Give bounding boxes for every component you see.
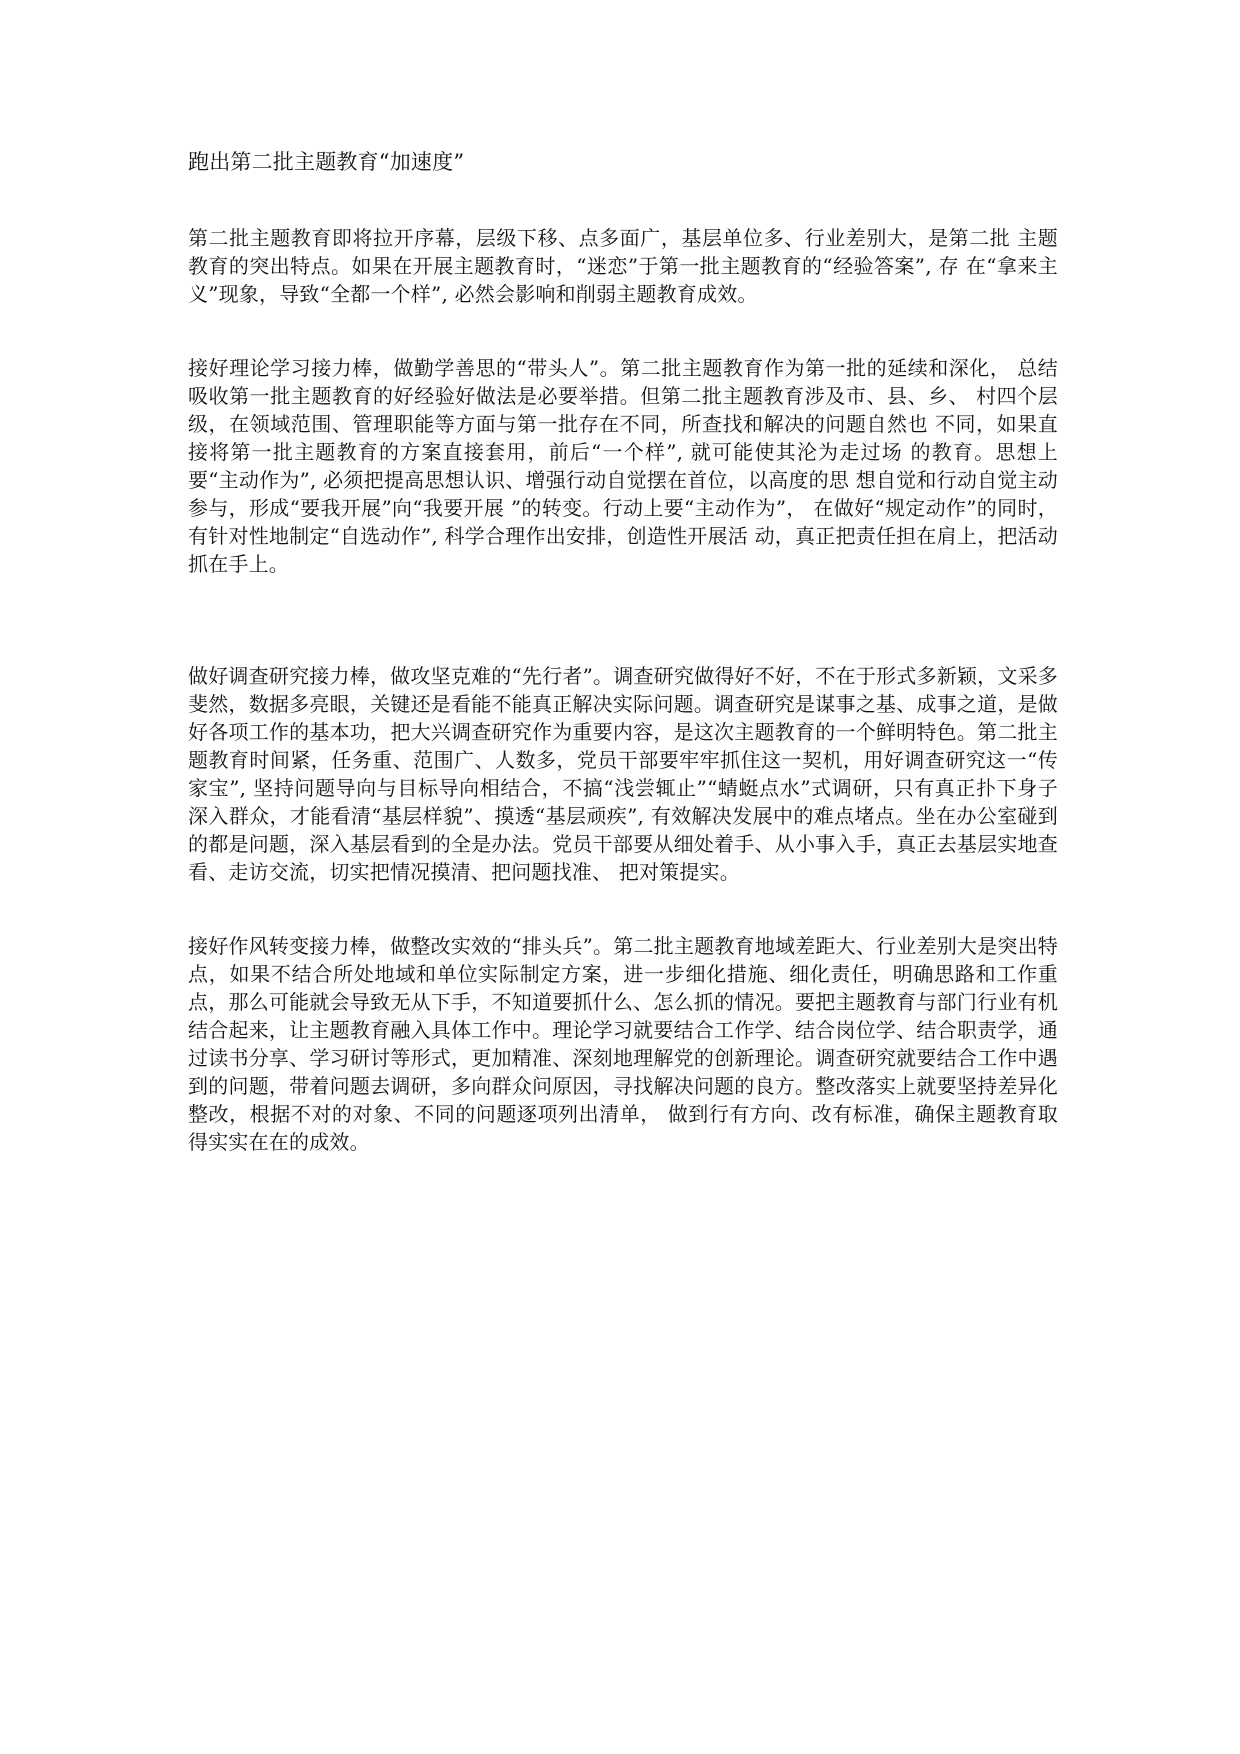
document-title: 跑出第二批主题教育“加速度” [188,150,465,174]
document-content [188,146,1058,1156]
paragraph-work-style: 接好作风转变接力棒，做整改实效的“排头兵”。第二批主题教育地域差距大、行业差别大是突出特点，如果不结合所处地域和单位实际制定方案，进一步细化措施、细化责任，明确思路和工作重点，那么可能就会导致无从下手，不知道要抓什么、怎么抓的情况。要把主题教育与部门行业有机结合起来，让主题教育融入具体工作中。理论学习就要结合工作学、结合岗位学、结合职责学，通过读书分享、学习研讨等形式，更加精准、深刻地理解党的创新理论。调查研究就要结合工作中遇到的问题，带着问题去调研，多向群众问原因，寻找解决问题的良方。整改落实上就要坚持差异化整改，根据不对的对象、不同的问题逐项列出清单， 做到行有方向、改有标准，确保主题教育取得实实在在的成效。 [188,934,1058,1154]
paragraph-intro: 第二批主题教育即将拉开序幕，层级下移、点多面广，基层单位多、行业差别大，是第二批 主题教育的突出特点。如果在开展主题教育时，“迷恋”于第一批主题教育的“经验答案”, 存 在“拿来主义”现象，导致“全都一个样”, 必然会影响和削弱主题教育成效。 [188,226,1058,306]
paragraph-theory-study: 接好理论学习接力棒，做勤学善思的“带头人”。第二批主题教育作为第一批的延续和深化， 总结吸收第一批主题教育的好经验好做法是必要举措。但第二批主题教育涉及市、县、乡、 村四个层级，在领域范围、管理职能等方面与第一批存在不同，所查找和解决的问题自然也 不同，如果直接将第一批主题教育的方案直接套用，前后“一个样”, 就可能使其沦为走过场 的教育。思想上要“主动作为”, 必须把提高思想认识、增强行动自觉摆在首位，以高度的思 想自觉和行动自觉主动参与，形成“要我开展”向“我要开展 ”的转变。行动上要“主动作为”， 在做好“规定动作”的同时，有针对性地制定“自选动作”, 科学合理作出安排，创造性开展活 动，真正把责任担在肩上，把活动抓在手上。 [188,356,1058,576]
paragraph-research: 做好调查研究接力棒，做攻坚克难的“先行者”。调查研究做得好不好，不在于形式多新颖，文采多斐然，数据多亮眼，关键还是看能不能真正解决实际问题。调查研究是谋事之基、成事之道，是做好各项工作的基本功，把大兴调查研究作为重要内容，是这次主题教育的一个鲜明特色。第二批主题教育时间紧，任务重、范围广、人数多，党员干部要牢牢抓住这一契机，用好调查研究这一“传家宝”, 坚持问题导向与目标导向相结合，不搞“浅尝辄止”“蜻蜓点水”式调研，只有真正扑下身子深入群众，才能看清“基层样貌”、摸透“基层顽疾”, 有效解决发展中的难点堵点。坐在办公室碰到的都是问题，深入基层看到的全是办法。党员干部要从细处着手、从小事入手，真正去基层实地查看、走访交流，切实把情况摸清、把问题找准、 把对策提实。 [188,664,1058,884]
